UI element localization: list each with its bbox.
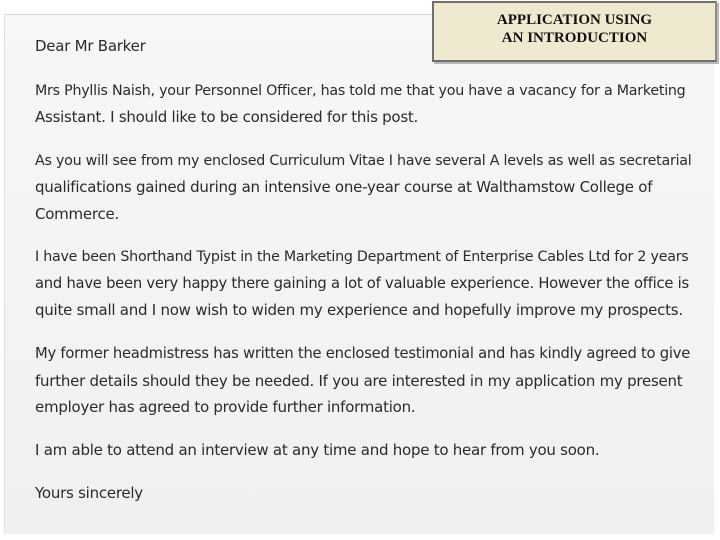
title-line-2: AN INTRODUCTION: [501, 29, 648, 46]
paragraph-3-line-3: quite small and I now wish to widen my experience and hopefully improve my prospects.: [35, 301, 683, 319]
paragraph-1-line-1: Mrs Phyllis Naish, your Personnel Officer, has told me that you have a vacancy for a Marketing: [35, 83, 686, 99]
title-line-1: APPLICATION USING: [496, 11, 653, 28]
salutation: Dear Mr Barker: [35, 37, 146, 55]
paragraph-4-line-2: further details should they be needed. If you are interested in my application my present: [35, 372, 683, 390]
paragraph-2-line-3: Commerce.: [35, 205, 119, 223]
paragraph-2-line-1: As you will see from my enclosed Curriculum Vitae I have several A levels as well as secretarial: [35, 153, 692, 169]
paragraph-4-line-3: employer has agreed to provide further information.: [35, 398, 416, 416]
title-box: [432, 1, 717, 62]
paragraph-5-line-1: I am able to attend an interview at any time and hope to hear from you soon.: [35, 441, 600, 459]
paragraph-4-line-1: My former headmistress has written the enclosed testimonial and has kindly agreed to give: [35, 345, 691, 362]
paragraph-2-line-2: qualifications gained during an intensive one-year course at Walthamstow College of: [35, 178, 653, 196]
paragraph-3-line-2: and have been very happy there gaining a lot of valuable experience. However the office is: [35, 275, 689, 292]
paragraph-3-line-1: I have been Shorthand Typist in the Marketing Department of Enterprise Cables Ltd for 2 years: [35, 249, 689, 265]
closing: Yours sincerely: [35, 484, 143, 502]
paragraph-1-line-2: Assistant. I should like to be considered for this post.: [35, 108, 419, 126]
scanned-letter: [4, 14, 714, 534]
